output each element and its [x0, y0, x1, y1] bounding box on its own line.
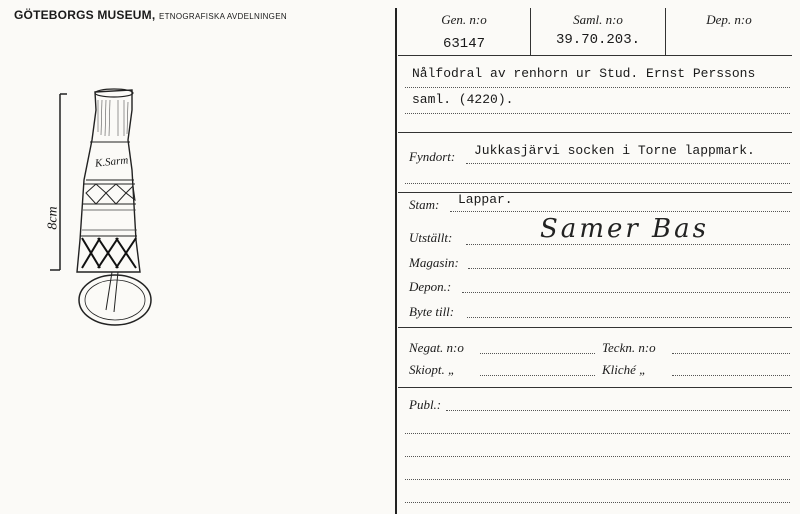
byte-label: Byte till:: [409, 304, 455, 319]
museum-header: [14, 8, 287, 22]
description-line1: Nålfodral av renhorn ur Stud. Ernst Perssons: [412, 66, 756, 81]
dotted-rule: [405, 502, 790, 503]
dotted-rule: [446, 410, 790, 411]
dotted-rule: [405, 479, 790, 480]
rule-line: [398, 132, 792, 133]
dotted-rule: [467, 317, 790, 318]
utstallt-handwriting: Samer Bas: [540, 214, 709, 244]
needle-case-illustration: [40, 80, 200, 340]
dotted-rule: [466, 244, 790, 245]
utstallt-label: Utställt:: [409, 230, 453, 245]
magasin-label: Magasin:: [409, 255, 459, 270]
rule-line: [398, 327, 792, 328]
card-divider: [395, 8, 397, 514]
kliche-label: Kliché „: [602, 362, 647, 377]
dotted-rule: [672, 353, 790, 354]
fyndort-label: Fyndort:: [409, 149, 456, 164]
rule-line: [398, 55, 792, 56]
description-line2: saml. (4220).: [412, 92, 514, 107]
department-name: ETNOGRAFISKA AVDELNINGEN: [158, 12, 287, 21]
publ-label: Publ.:: [409, 397, 442, 412]
stam-value: Lappar.: [458, 192, 513, 207]
dotted-rule: [405, 183, 790, 184]
teckn-label: Teckn. n:o: [602, 340, 656, 355]
rule-line: [398, 387, 792, 388]
dotted-rule: [480, 375, 595, 376]
museum-name: GÖTEBORGS MUSEUM,: [14, 8, 156, 22]
fyndort-value: Jukkasjärvi socken i Torne lappmark.: [474, 143, 755, 158]
gen-label: Gen. n:o: [441, 12, 487, 27]
saml-label: Saml. n:o: [573, 12, 623, 27]
dotted-rule: [405, 87, 790, 88]
dotted-rule: [450, 211, 790, 212]
dep-label: Dep. n:o: [706, 12, 752, 27]
dotted-rule: [462, 292, 790, 293]
dotted-rule: [480, 353, 595, 354]
dotted-rule: [466, 163, 790, 164]
dotted-rule: [672, 375, 790, 376]
gen-value: 63147: [442, 36, 485, 52]
saml-value: 39.70.203.: [555, 32, 640, 48]
dotted-rule: [405, 433, 790, 434]
stam-label: Stam:: [409, 197, 440, 212]
scale-label: 8cm: [45, 206, 61, 230]
depon-label: Depon.:: [409, 279, 452, 294]
needle-case-drawing: [40, 80, 200, 340]
drawing-inscription: K.Sarm: [94, 154, 129, 170]
dotted-rule: [405, 113, 790, 114]
dotted-rule: [405, 456, 790, 457]
dotted-rule: [468, 268, 790, 269]
negat-label: Negat. n:o: [409, 340, 464, 355]
skiopt-label: Skiopt. „: [409, 362, 456, 377]
